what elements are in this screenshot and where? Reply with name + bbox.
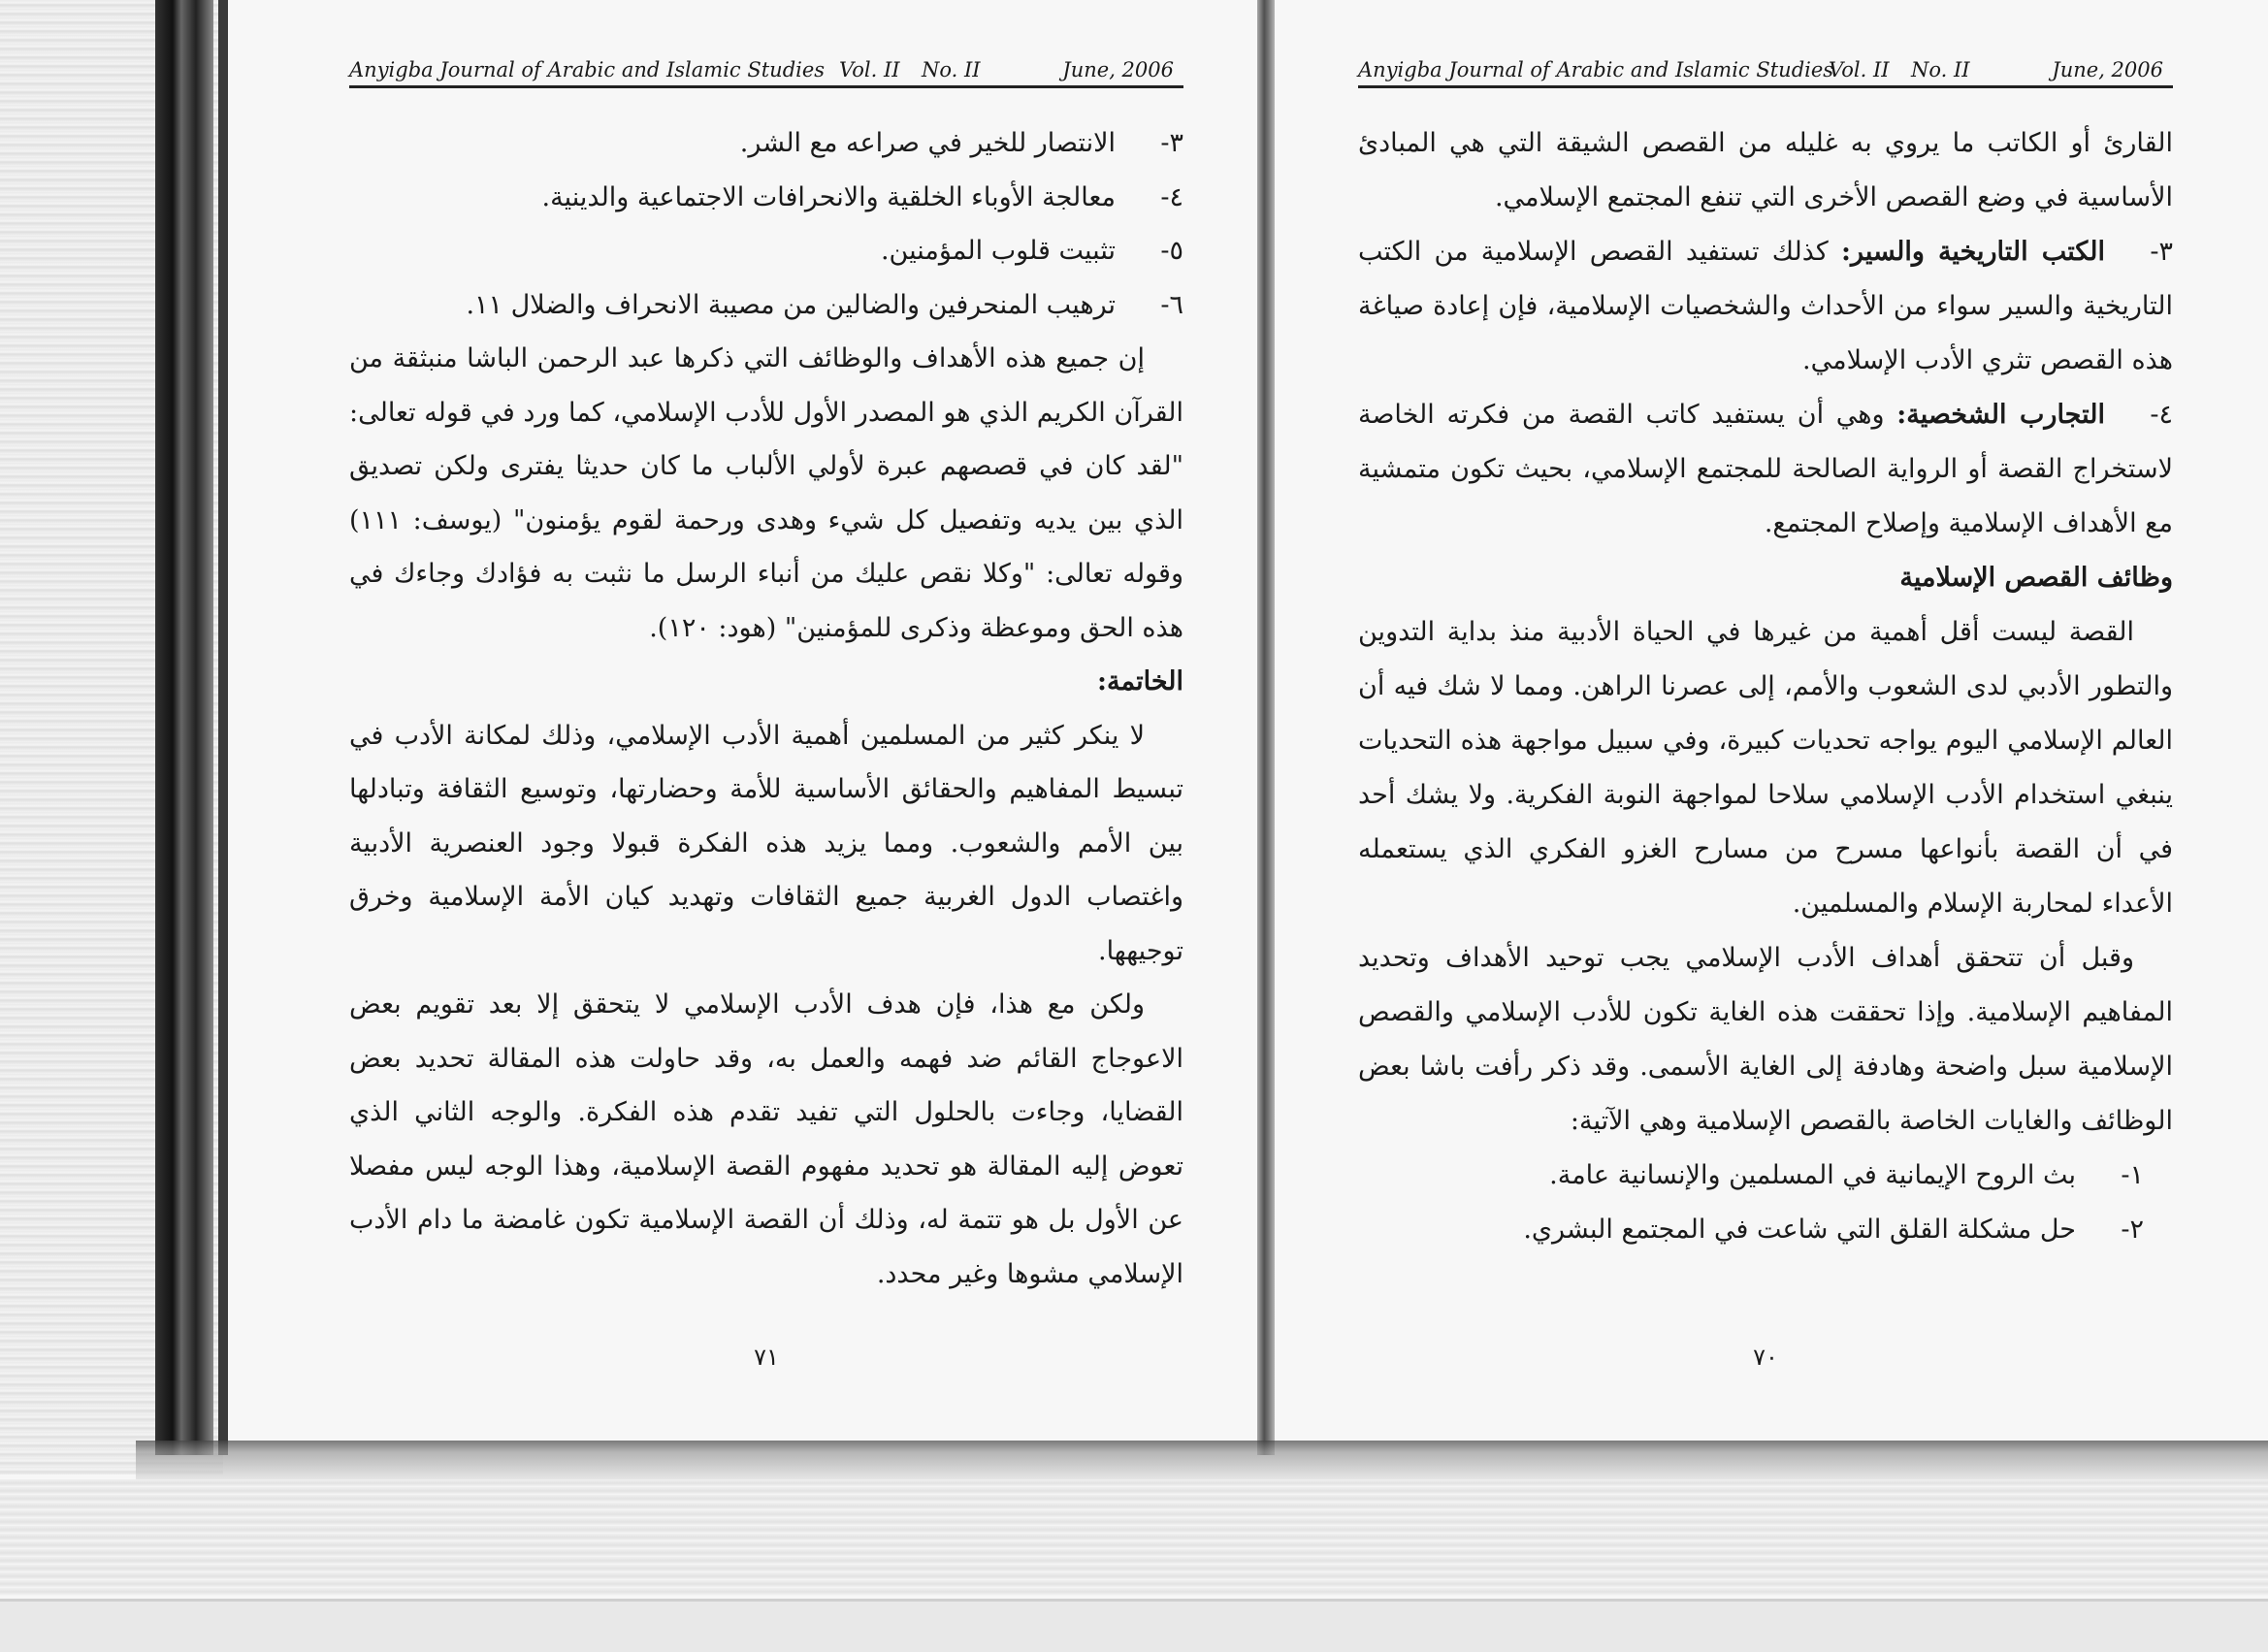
conclusion-heading: الخاتمة:: [1097, 666, 1183, 696]
list-item: ١-بث الروح الإيمانية في المسلمين والإنسانية عامة.: [1549, 1160, 2144, 1190]
page-number: ٧١: [754, 1344, 779, 1371]
header-journal-title: Anyigba Journal of Arabic and Islamic Studies: [1358, 58, 1834, 81]
list-item: ٤-التجارب الشخصية: وهي أن يستفيد كاتب القصة من فكرته الخاصة لاستخراج القصة أو الرواية الصالحة للمجتمع الإسلامي، بحيث تكون متمشية مع الأهداف الإسلامية وإصلاح المجتمع.: [1358, 400, 2173, 538]
header-date: June, 2006: [2052, 58, 2163, 81]
left-page-body: [349, 116, 1183, 1301]
page-number: ٧٠: [1753, 1344, 1778, 1371]
list-item: ٥-تثبيت قلوب المؤمنين.: [880, 236, 1183, 266]
list-item: ٣-الانتصار للخير في صراعه مع الشر.: [739, 128, 1183, 158]
paragraph: إن جميع هذه الأهداف والوظائف التي ذكرها عبد الرحمن الباشا منبثقة من القرآن الكريم الذي هو المصدر الأول للأدب الإسلامي، كما ورد في قوله تعالى: "لقد كان في قصصهم عبرة لأولي الألباب ما كان حديثا يفترى ولكن تصديق الذي بين يديه وتفصيل كل شيء وهدى ورحمة لقوم يؤمنون" (يوسف: ١١١) وقوله تعالى: "وكلا نقص عليك من أنباء الرسل ما نثبت به فؤادك وجاءك في هذه الحق وموعظة وذكرى للمؤمنين" (هود: ١٢٠).: [349, 343, 1183, 643]
book-spine-edge: [218, 0, 228, 1455]
paragraph: ولكن مع هذا، فإن هدف الأدب الإسلامي لا يتحقق إلا بعد تقويم بعض الاعوجاج القائم ضد فهمه والعمل به، وقد حاولت هذه المقالة تحديد بعض القضايا، وجاءت بالحلول التي تفيد تقدم هذه الفكرة. والوجه الثاني الذي تعوض إليه المقالة هو تحديد مفهوم القصة الإسلامية، وهذا الوجه ليس مفصلا عن الأول بل هو تتمة له، وذلك أن القصة الإسلامية تكون غامضة ما دام الأدب الإسلامي مشوها وغير محدد.: [349, 989, 1183, 1289]
paragraph: لا ينكر كثير من المسلمين أهمية الأدب الإسلامي، وذلك لمكانة الأدب في تبسيط المفاهيم والحقائق الأساسية للأمة وحضارتها، وتوسيع الثقافة وتبادلها بين الأمم والشعوب. ومما يزيد هذه الفكرة قبولا وجود العنصرية الأدبية واغتصاب الدول الغربية جميع الثقافات وتهديد كيان الأمة الإسلامية وخرق توجيهها.: [349, 720, 1183, 966]
list-item: ٦-ترهيب المنحرفين والضالين من مصيبة الانحراف والضلال ١١.: [466, 289, 1183, 320]
list-item: ٢-حل مشكلة القلق التي شاعت في المجتمع البشري.: [1523, 1215, 2144, 1245]
scanner-bed-edge: [0, 1599, 2268, 1652]
list-item: ٤-معالجة الأوباء الخلقية والانحرافات الاجتماعية والدينية.: [541, 181, 1183, 212]
header-volume: Vol. II: [1829, 58, 1890, 81]
list-item: ٣-الكتب التاريخية والسير: كذلك تستفيد القصص الإسلامية من الكتب التاريخية والسير سواء من الأحداث والشخصيات الإسلامية، فإن إعادة صياغة هذه القصص تثري الأدب الإسلامي.: [1358, 237, 2173, 375]
header-volume: Vol. II: [839, 58, 900, 81]
header-date: June, 2006: [1062, 58, 1174, 81]
bottom-page-shadow: [136, 1441, 2268, 1479]
book-spine-shadow: [155, 0, 213, 1455]
right-page: [1358, 0, 2173, 1416]
section-heading: وظائف القصص الإسلامية: [1899, 563, 2173, 593]
paragraph: القارئ أو الكاتب ما يروي به غليله من القصص الشيقة التي هي المبادئ الأساسية في وضع القصص الأخرى التي تنفع المجتمع الإسلامي.: [1358, 128, 2173, 212]
bottom-scan-noise: [0, 1479, 2268, 1596]
right-page-body: [1358, 116, 2173, 1257]
paragraph: القصة ليست أقل أهمية من غيرها في الحياة الأدبية منذ بداية التدوين والتطور الأدبي لدى الشعوب والأمم، إلى عصرنا الراهن. ومما لا شك فيه أن العالم الإسلامي اليوم يواجه تحديات كبيرة، وفي سبيل مواجهة هذه التحديات ينبغي استخدام الأدب الإسلامي سلاحا لمواجهة النوبة الفكرية. ولا يشك أحد في أن القصة بأنواعها مسرح من مسارح الغزو الفكري الذي يستعمله الأعداء لمحاربة الإسلام والمسلمين.: [1358, 617, 2173, 919]
left-page: [349, 0, 1183, 1416]
header-journal-title: Anyigba Journal of Arabic and Islamic Studies: [349, 58, 826, 81]
header-number: No. II: [922, 58, 981, 81]
running-header: [1358, 50, 2173, 88]
paragraph: وقبل أن تتحقق أهداف الأدب الإسلامي يجب توحيد الأهداف وتحديد المفاهيم الإسلامية. وإذا تحققت هذه الغاية تكون للأدب الإسلامي والقصص الإسلامية سبل واضحة وهادفة إلى الغاية الأسمى. وقد ذكر رأفت باشا بعض الوظائف والغايات الخاصة بالقصص الإسلامية وهي الآتية:: [1358, 943, 2173, 1136]
header-number: No. II: [1911, 58, 1970, 81]
running-header: [349, 50, 1183, 88]
center-gutter: [1257, 0, 1275, 1455]
